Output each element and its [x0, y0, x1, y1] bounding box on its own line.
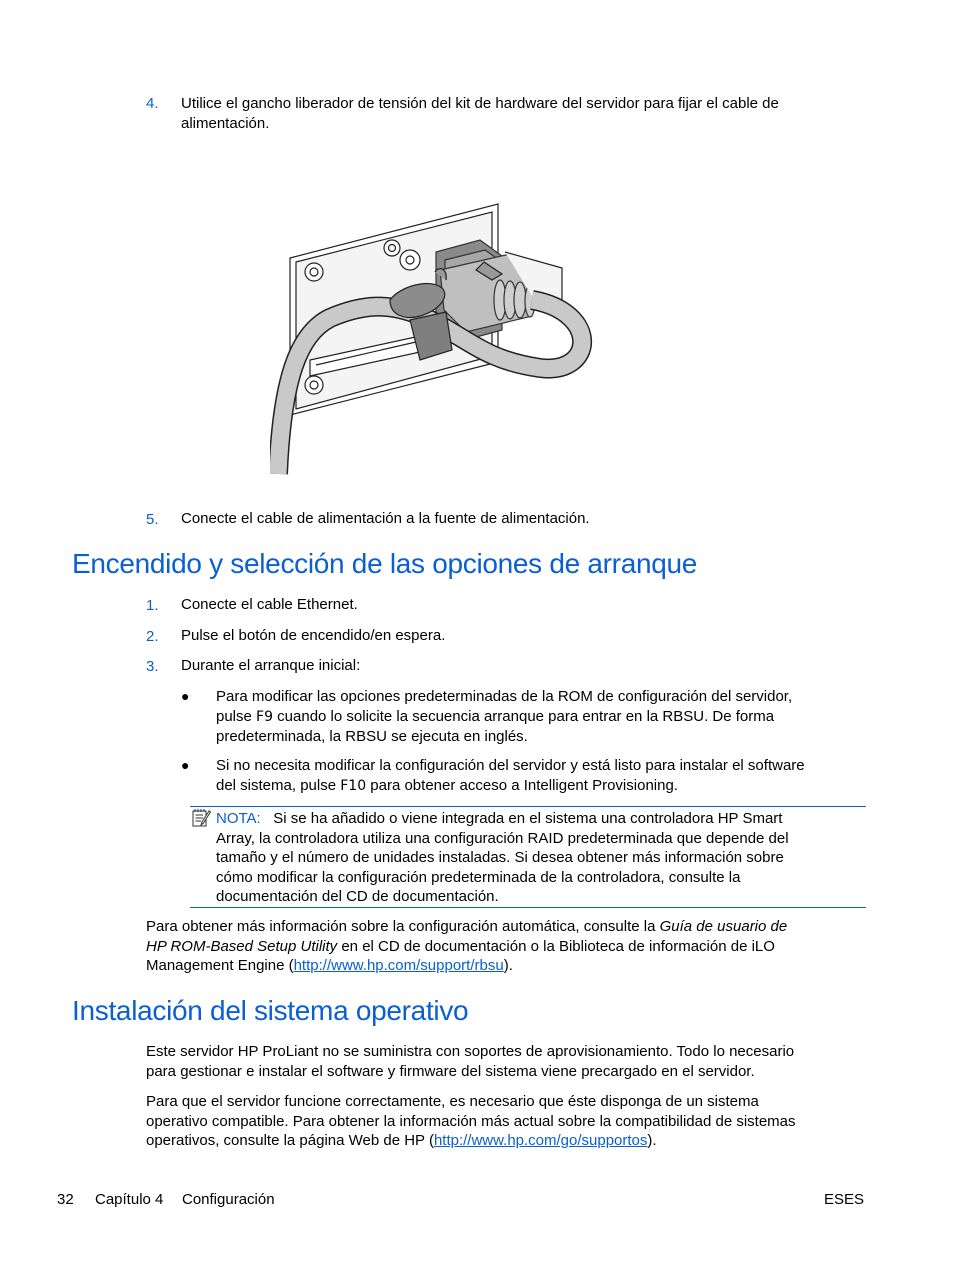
bullet-icon: ● — [181, 688, 190, 704]
para-line: para gestionar e instalar el software y firmware del sistema viene precargado en el servidor. — [146, 1062, 755, 1080]
step-text: Conecte el cable de alimentación a la fuente de alimentación. — [181, 510, 590, 527]
note-pad-icon — [191, 808, 211, 828]
para-line — [146, 956, 856, 976]
step-text: Conecte el cable Ethernet. — [181, 596, 358, 613]
key-label: F10 — [340, 777, 367, 794]
note-line: tamaño y el número de unidades instaladas. Si desea obtener más información sobre — [216, 849, 784, 866]
para-part: Management Engine ( — [146, 957, 294, 974]
para-part: en el CD de documentación o la Biblioteca de información de iLO — [337, 937, 775, 955]
bullet-line — [216, 776, 856, 797]
para-line: Este servidor HP ProLiant no se suministra con soportes de aprovisionamiento. Todo lo necesario — [146, 1043, 795, 1060]
note-label: NOTA: — [216, 810, 261, 827]
bullet-line-part: pulse — [216, 707, 257, 725]
section-heading: Instalación del sistema operativo — [72, 995, 469, 1026]
bullet-line: Para modificar las opciones predeterminadas de la ROM de configuración del servidor, — [216, 688, 793, 705]
para-part: ). — [647, 1132, 657, 1149]
step-text — [181, 94, 779, 133]
bullet-icon: ● — [181, 757, 190, 773]
bullet-line: predeterminada, la RBSU se ejecuta en inglés. — [216, 728, 528, 745]
para-part: ). — [503, 957, 513, 974]
bullet-line: Si no necesita modificar la configuración del servidor y está listo para instalar el software — [216, 757, 805, 774]
note-line: cómo modificar la configuración predeterminada de la controladora, consulte la — [216, 868, 741, 886]
info-paragraph — [146, 917, 856, 976]
para-part: operativos, consulte la página Web de HP ( — [146, 1132, 434, 1149]
paragraph — [146, 1092, 856, 1151]
note-line-part: Si se ha añadido o viene integrada en el sistema una controladora HP Smart — [273, 810, 783, 827]
para-line: operativo compatible. Para obtener la información más actual sobre la compatibilidad de sistemas — [146, 1112, 796, 1130]
step-text: Pulse el botón de encendido/en espera. — [181, 627, 446, 644]
para-line — [146, 937, 856, 957]
step-number: 1. — [146, 597, 159, 614]
section-heading: Encendido y selección de las opciones de arranque — [72, 548, 698, 579]
bullet-line-part: cuando lo solicite la secuencia arranque para entrar en la RBSU. De forma — [273, 707, 775, 725]
footer-lang: ESES — [824, 1191, 865, 1208]
page-number: 32 — [57, 1191, 74, 1208]
step-text: Durante el arranque inicial: — [181, 657, 361, 674]
bullet-line-part: del sistema, pulse — [216, 776, 341, 794]
para-part: Para obtener más información sobre la configuración automática, consulte la — [146, 918, 660, 935]
para-line: Para que el servidor funcione correctamente, es necesario que éste disponga de un sistema — [146, 1093, 759, 1110]
step-number: 4. — [146, 95, 159, 112]
step-number: 2. — [146, 628, 159, 645]
paragraph — [146, 1042, 856, 1081]
step-number: 3. — [146, 658, 159, 675]
step-number: 5. — [146, 511, 159, 528]
guide-title: Guía de usuario de — [659, 918, 788, 935]
bullet-text — [216, 687, 856, 747]
para-line — [146, 1131, 856, 1151]
note-line: Array, la controladora utiliza una configuración RAID predeterminada que depende del — [216, 829, 789, 847]
para-line — [146, 917, 856, 937]
footer-chapter: Capítulo 4 — [95, 1191, 164, 1208]
supportos-link[interactable]: http://www.hp.com/go/supportos — [433, 1132, 648, 1149]
note-text — [216, 809, 856, 907]
rbsu-link[interactable]: http://www.hp.com/support/rbsu — [293, 957, 504, 974]
bullet-line — [216, 707, 856, 728]
key-label: F9 — [256, 708, 273, 725]
footer-section: Configuración — [182, 1191, 275, 1208]
guide-title: HP ROM-Based Setup Utility — [146, 937, 338, 955]
note-line: documentación del CD de documentación. — [216, 888, 499, 905]
bullet-text — [216, 756, 856, 796]
power-cable-illustration — [270, 200, 600, 480]
note-line — [216, 809, 856, 829]
step-text-line: alimentación. — [181, 114, 270, 132]
bullet-line-part: para obtener acceso a Intelligent Provisioning. — [366, 776, 678, 794]
step-text-line: Utilice el gancho liberador de tensión del kit de hardware del servidor para fijar el cable de — [181, 95, 779, 112]
